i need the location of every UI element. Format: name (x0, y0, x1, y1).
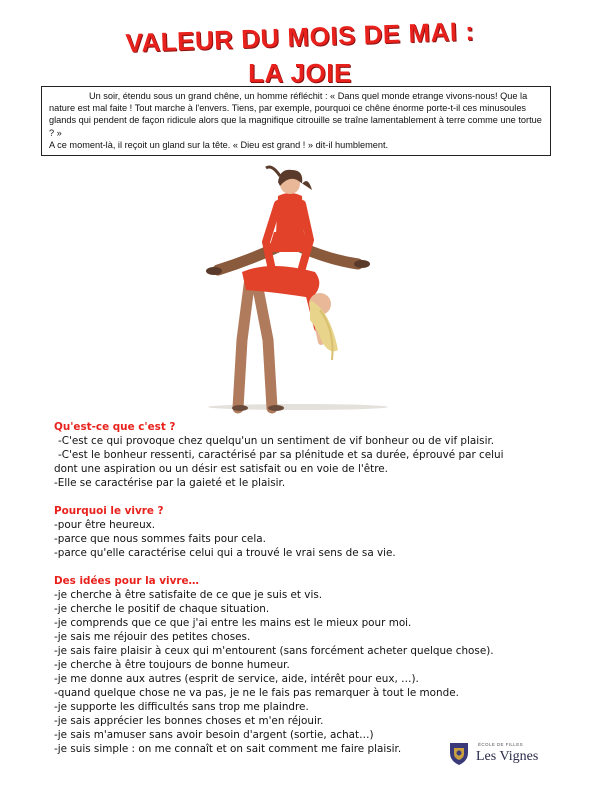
idea-line: -je supporte les difficultés sans trop me plaindre. (54, 701, 309, 713)
section-heading-why: Pourquoi le vivre ? (54, 505, 164, 517)
what-line: -C'est ce qui provoque chez quelqu'un un sentiment de vif bonheur ou de vif plaisir. (58, 435, 495, 447)
logo-name: Les Vignes (476, 749, 539, 764)
idea-line: -je cherche à être satisfaite de ce que je suis et vis. (54, 589, 323, 601)
story-paragraph-1: Un soir, étendu sous un grand chêne, un homme réfléchit : « Dans quel monde etrange vivons-nous! Que la nature est mal faite ! Tout marche à l'envers. Tiens, par exemple, pourquoi ce chêne énorme porte-t-il ces minusoules glands qui pendent de façon ridicule alors que la magnifique citrouille se traîne lamentablement à terre comme une tortue ? » (49, 91, 542, 138)
why-line: -parce qu'elle caractérise celui qui a trouvé le vrai sens de sa vie. (54, 547, 396, 559)
section-heading-what: Qu'est-ce que c'est ? (54, 421, 176, 433)
what-line: -Elle se caractérise par la gaieté et le plaisir. (54, 477, 286, 489)
idea-line: -je comprends que ce que j'ai entre les mains est le mieux pour moi. (54, 617, 412, 629)
content (54, 420, 554, 756)
idea-line: -je me donne aux autres (esprit de service, aide, intérêt pour eux, …). (54, 673, 419, 685)
section-heading-ideas: Des idées pour la vivre… (54, 575, 199, 587)
idea-line: -je sais m'amuser sans avoir besoin d'argent (sortie, achat…) (54, 729, 374, 741)
idea-line: -quand quelque chose ne va pas, je ne le fais pas remarquer à tout le monde. (54, 687, 459, 699)
school-logo (448, 738, 568, 774)
why-line: -parce que nous sommes faits pour cela. (54, 533, 266, 545)
what-line: -C'est le bonheur ressenti, caractérisé par sa plénitude et sa durée, éprouvé par celui (58, 449, 504, 461)
logo-subtitle: ÉCOLE DE FILLES (478, 742, 524, 747)
idea-line: -je cherche le positif de chaque situation. (54, 603, 270, 615)
leapfrog-illustration (180, 160, 410, 415)
idea-line: -je suis simple : on me connaît et on sait comment me faire plaisir. (54, 743, 402, 755)
shield-icon (448, 740, 470, 766)
page-subtitle: LA JOIE (248, 58, 352, 88)
what-line: dont une aspiration ou un désir est satisfait ou en voie de l'être. (54, 463, 388, 475)
idea-line: -je cherche à être toujours de bonne humeur. (54, 659, 290, 671)
idea-line: -je sais me réjouir des petites choses. (54, 631, 251, 643)
story-paragraph-2: A ce moment-là, il reçoit un gland sur la tête. « Dieu est grand ! » dit-il humblement. (49, 139, 389, 150)
story-box (41, 86, 551, 156)
idea-line: -je sais faire plaisir à ceux qui m'entourent (sans forcément acheter quelque chose). (54, 645, 494, 657)
idea-line: -je sais apprécier les bonnes choses et m'en réjouir. (54, 715, 324, 727)
page-title: VALEUR DU MOIS DE MAI : (125, 15, 475, 59)
why-line: -pour être heureux. (54, 519, 156, 531)
